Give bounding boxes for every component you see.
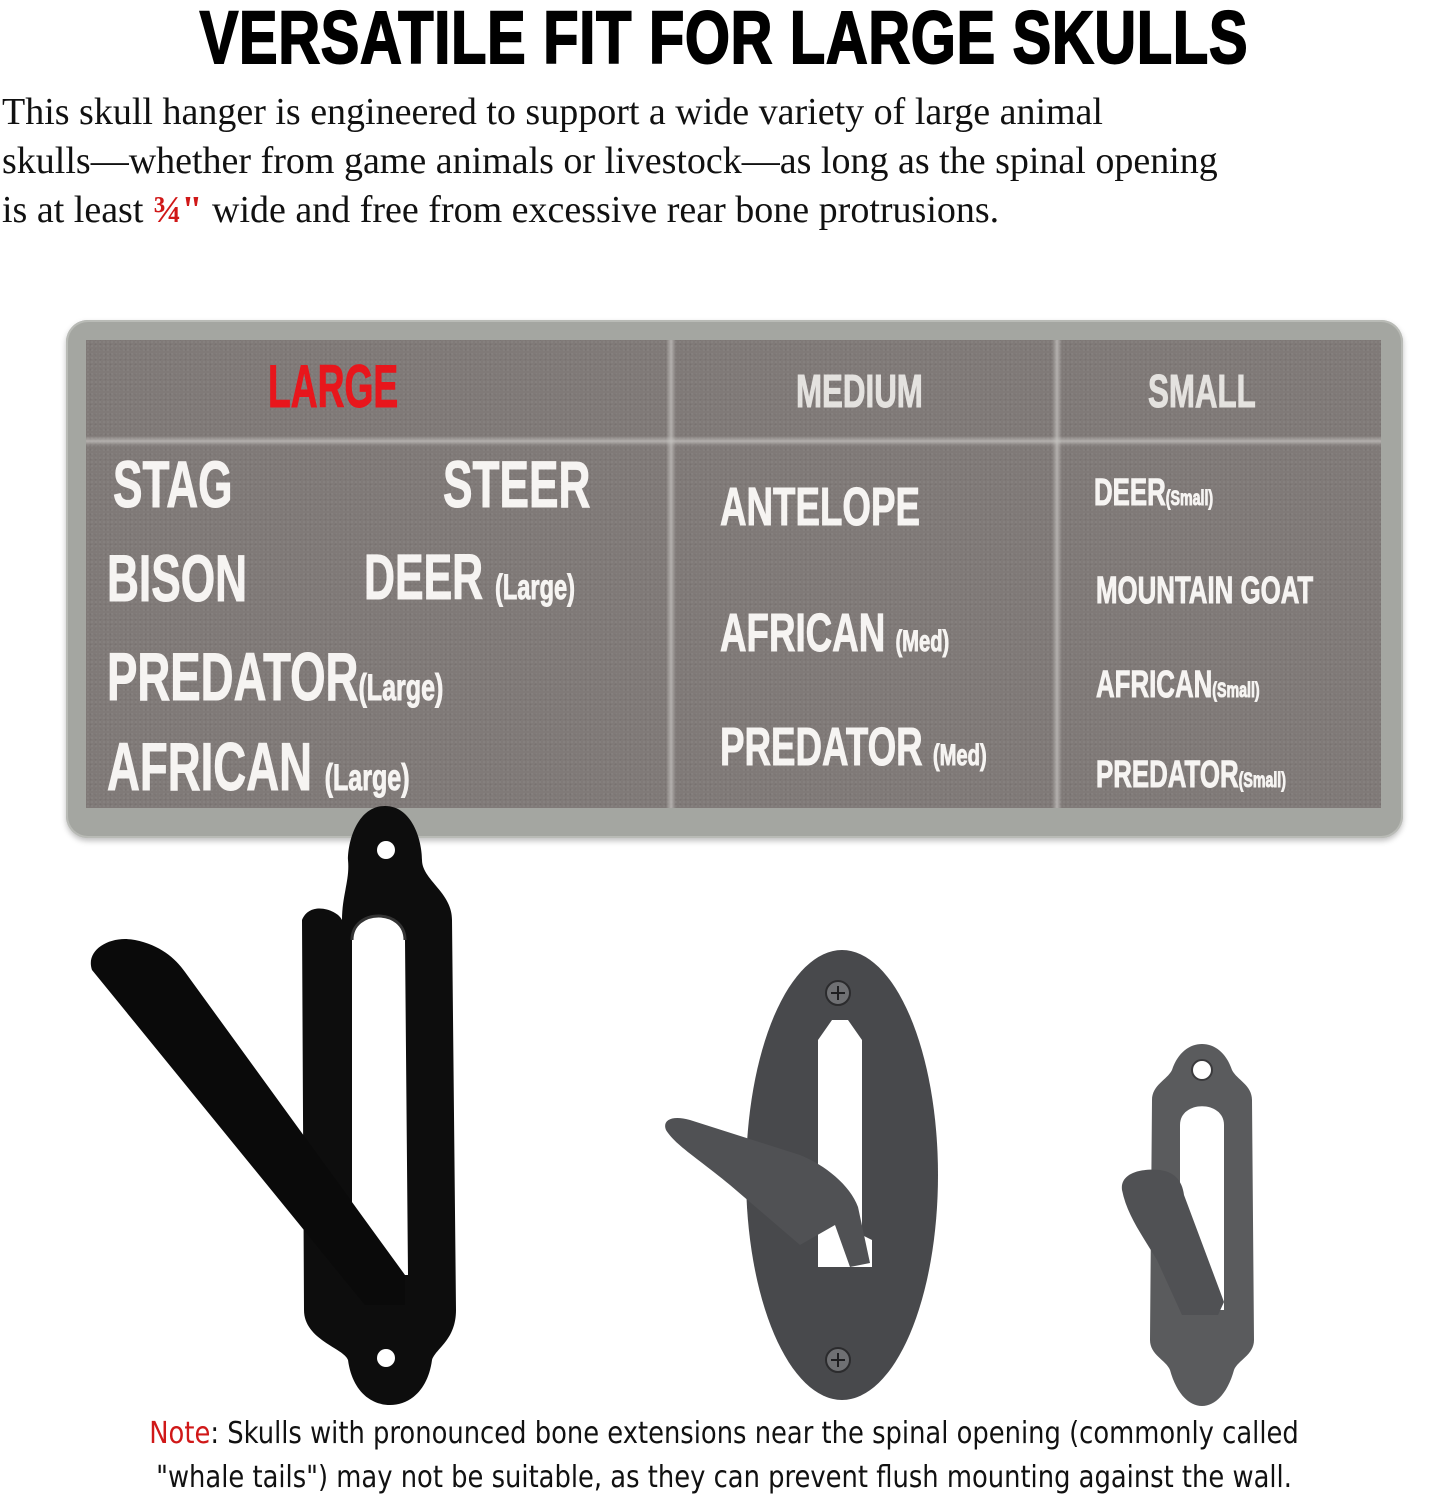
compatibility-note <box>101 1412 1346 1500</box>
large-item-steer: STEER <box>443 447 591 521</box>
intro-line-2: skulls—whether from game animals or livestock—as long as the spinal opening <box>2 140 1218 182</box>
min-opening-size: ¾" <box>152 189 203 231</box>
intro-paragraph <box>2 88 1448 235</box>
large-item-stag: STAG <box>113 447 233 521</box>
small-item-deer: DEER(Small) <box>1094 472 1214 514</box>
large-item-predator: PREDATOR(Large) <box>107 639 444 715</box>
large-hanger-image <box>80 800 480 1410</box>
size-chart-board <box>66 320 1403 838</box>
small-item-african: AFRICAN(Small) <box>1096 664 1260 706</box>
small-item-mountain-goat: MOUNTAIN GOAT <box>1096 570 1314 612</box>
large-item-deer: DEER (Large) <box>364 541 575 613</box>
column-header-large: LARGE <box>268 353 399 420</box>
intro-line-3 <box>2 186 1448 235</box>
size-chart-panel <box>86 340 1381 808</box>
note-line-1-text: : Skulls with pronounced bone extensions near the spinal opening (commonly called <box>210 1416 1299 1451</box>
small-hanger-image <box>1112 1040 1292 1410</box>
column-divider-2 <box>1052 340 1062 808</box>
medium-item-antelope: ANTELOPE <box>720 477 920 537</box>
medium-item-african: AFRICAN (Med) <box>720 603 950 663</box>
intro-line-3-start: is at least <box>2 189 153 231</box>
large-item-bison: BISON <box>107 541 248 615</box>
large-item-african: AFRICAN (Large) <box>107 729 410 805</box>
page-title: VERSATILE FIT FOR LARGE SKULLS <box>199 0 1249 79</box>
intro-line-3-end: wide and free from excessive rear bone protrusions. <box>202 189 1000 231</box>
intro-line-1: This skull hanger is engineered to support a wide variety of large animal <box>2 91 1103 133</box>
column-header-small: SMALL <box>1148 365 1256 417</box>
medium-hanger-image <box>650 945 950 1415</box>
column-divider-1 <box>666 340 676 808</box>
column-header-medium: MEDIUM <box>796 365 923 417</box>
small-item-predator: PREDATOR(Small) <box>1096 754 1286 796</box>
note-line-2: "whale tails") may not be suitable, as they can prevent flush mounting against the wall. <box>156 1460 1292 1495</box>
medium-item-predator: PREDATOR (Med) <box>720 717 987 777</box>
note-line-1 <box>101 1412 1346 1456</box>
note-label: Note <box>149 1416 211 1451</box>
header-divider <box>86 436 1381 446</box>
